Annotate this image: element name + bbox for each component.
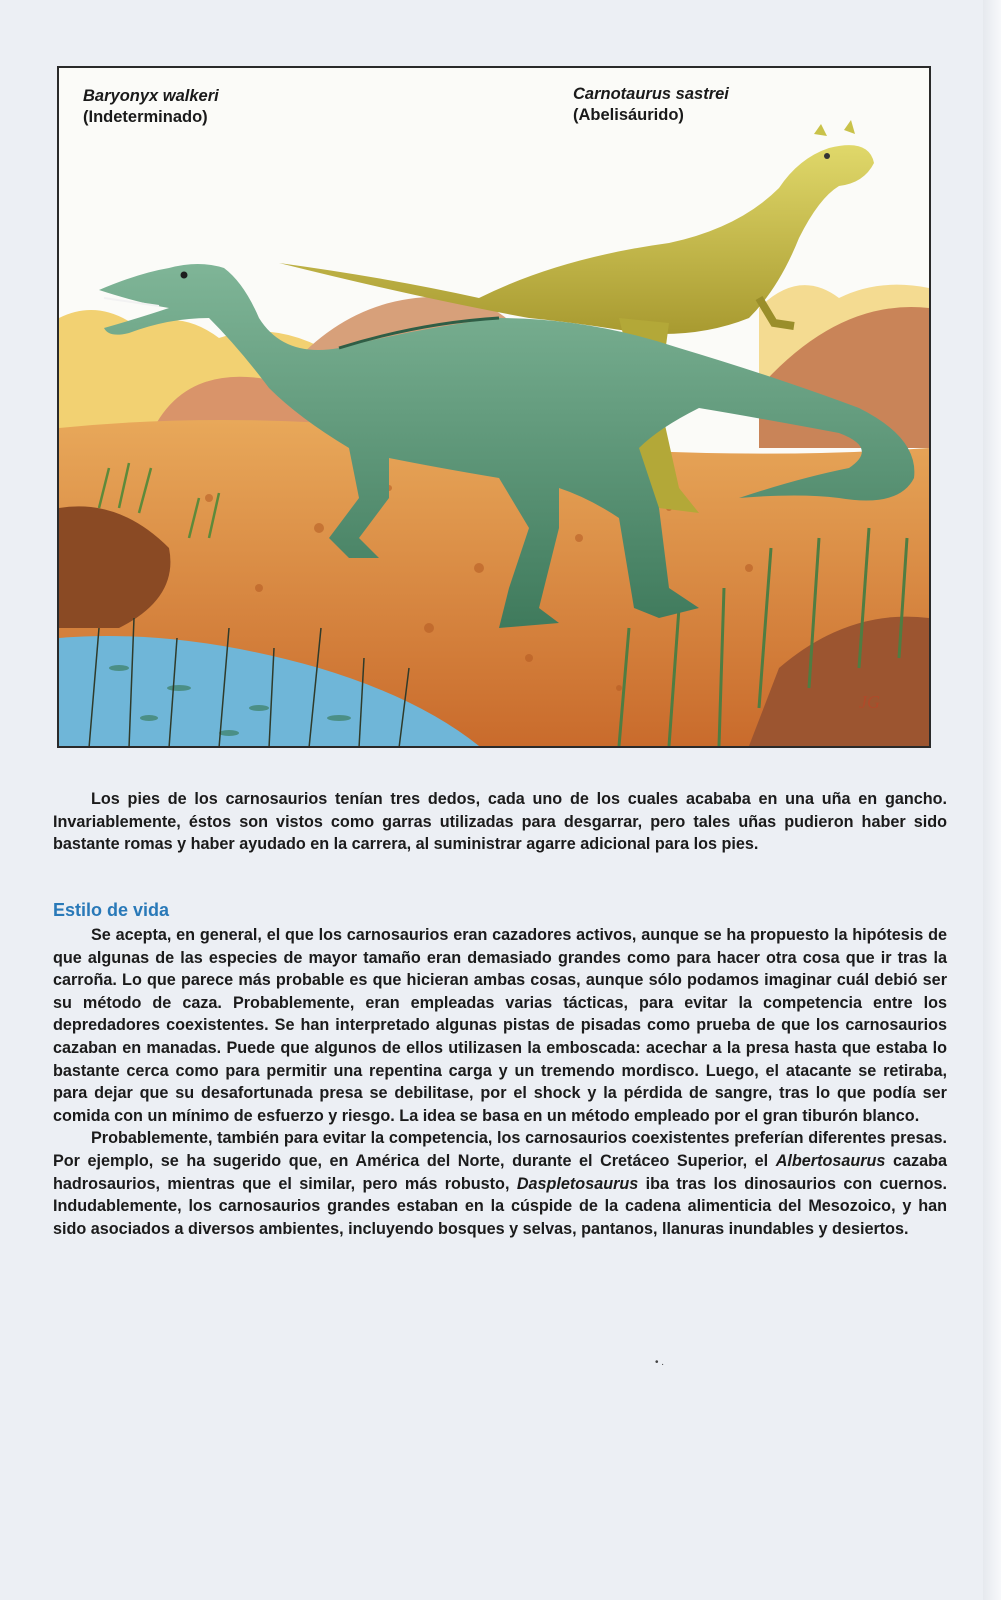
caption-baryonyx-species: Baryonyx walkeri <box>83 87 219 105</box>
prey-text-b: cazaba hadrosaurios, mientras que el similar, pero más robusto, <box>53 1151 947 1193</box>
intro-paragraph-block <box>53 788 947 856</box>
prey-text-c: iba tras los dinosaurios con cuernos. Indudablemente, los carnosaurios grandes estaban en la cúspide de la cadena alimenticia del Mesozoico, y han sido asociados a diversos ambientes, incluyendo bosques y selvas, pantanos, llanuras inundables y desiertos. <box>53 1174 947 1238</box>
caption-carnotaurus <box>573 84 729 126</box>
section-heading: Estilo de vida <box>53 900 170 920</box>
prey-text-a: Probablemente, también para evitar la competencia, los carnosaurios coexistentes preferían diferentes presas. Por ejemplo, se ha sugerido que, en América del Norte, durante el Cretáceo Superior, el <box>53 1129 947 1170</box>
caption-baryonyx-family: (Indeterminado) <box>83 108 208 126</box>
page-edge <box>983 0 1001 1600</box>
print-dots: • . <box>655 1357 665 1368</box>
paragraph-hunting: Se acepta, en general, el que los carnosaurios eran cazadores activos, aunque se ha propuesto la hipótesis de que algunas de las especies de mayor tamaño eran demasiado grandes como para hacer otra cosa que ir tras la carroña. Lo que parece más probable es que hicieran ambas cosas, aunque sólo podamos imaginar cuál debió ser su método de caza. Probablemente, eran empleadas varias tácticas, para evitar la competencia entre los depredadores coexistentes. Se han interpretado algunas pistas de pisadas como prueba de que los carnosaurios cazaban en manadas. Puede que algunos de ellos utilizasen la emboscada: acechar a la presa hasta que estaba lo bastante cerca como para permitir una repentina carga y un tremendo mordisco. Luego, el atacante se retiraba, para dejar que su desafortunada presa se debilitase, por el shock y la pérdida de sangre, tras lo que podía ser comida con un mínimo de esfuerzo y riesgo. La idea se basa en un método empleado por el gran tiburón blanco. <box>53 926 947 1125</box>
caption-baryonyx <box>83 86 219 128</box>
caption-carnotaurus-species: Carnotaurus sastrei <box>573 85 729 103</box>
paragraph-feet: Los pies de los carnosaurios tenían tres dedos, cada uno de los cuales acababa en una uña en gancho. Invariablemente, éstos son vistos como garras utilizadas para desgarrar, pero tales uñas pudieron haber sido bastante romas y haber ayudado en la carrera, al suministrar agarre adicional para los pies. <box>53 790 947 854</box>
albertosaurus-name: Albertosaurus <box>775 1151 886 1170</box>
illustration-artwork <box>59 68 929 746</box>
artist-signature: JG <box>859 692 880 712</box>
paragraph-prey <box>53 1127 947 1240</box>
daspletosaurus-name: Daspletosaurus <box>516 1174 639 1193</box>
caption-carnotaurus-family: (Abelisáurido) <box>573 106 684 124</box>
section-body <box>53 924 947 1240</box>
dinosaur-illustration <box>57 66 931 748</box>
